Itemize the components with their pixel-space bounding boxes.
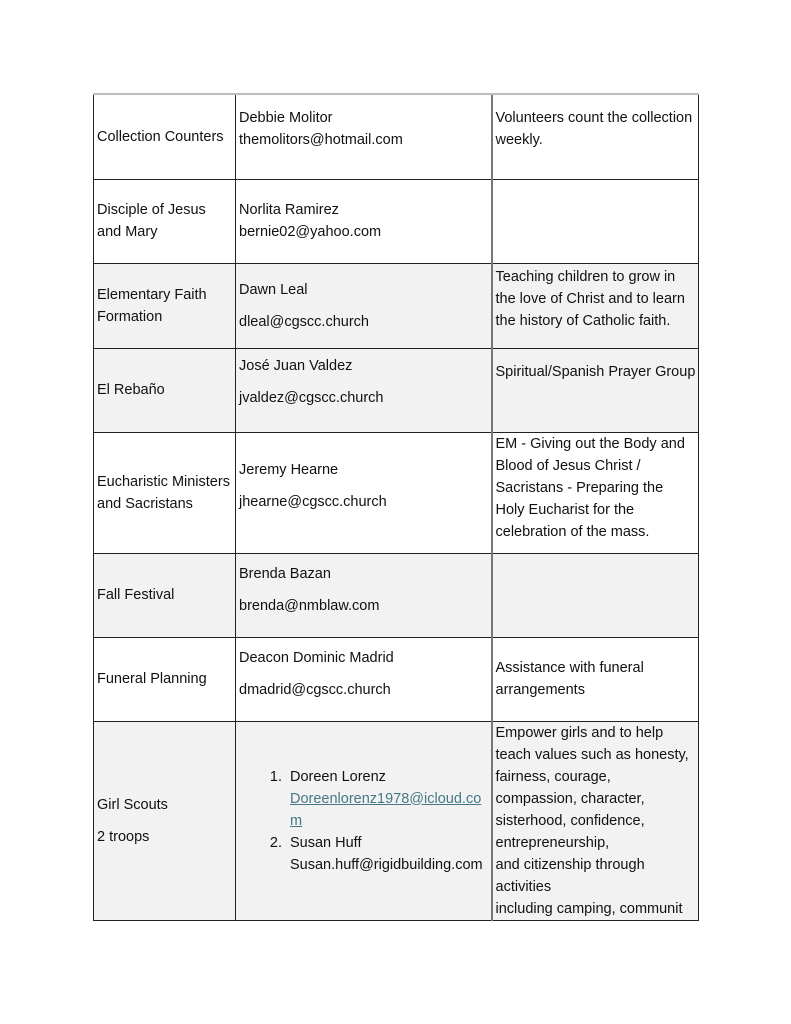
table-row [94,94,699,179]
description: EM - Giving out the Body and Blood of Jesus Christ / Sacristans - Preparing the Holy Eucharist for the celebration of the mass. [495,435,685,540]
ministry-name-cell [94,94,236,179]
table-row [94,179,699,263]
contact-email: brenda@nmblaw.com [239,597,380,614]
description-cell [492,432,699,553]
ministry-name-cell [94,721,236,920]
ministry-name: El Rebaño [97,382,165,398]
contact-cell [236,721,492,920]
contact-cell [236,432,492,553]
ministry-name-cell [94,553,236,637]
ministry-name: Girl Scouts [97,796,168,813]
leader-email-link[interactable]: Doreenlorenz1978@icloud.com [290,790,482,829]
contact-name: Brenda Bazan [239,565,331,582]
contact-email: jhearne@cgscc.church [239,493,387,510]
table-row [94,721,699,920]
contact-cell [236,553,492,637]
leader-item [286,766,489,832]
description-cell [492,179,699,263]
description: Spiritual/Spanish Prayer Group [495,363,696,380]
table-row [94,432,699,553]
contact-name: Dawn Leal [239,281,308,298]
ministry-name-cell [94,263,236,348]
contact-name: Jeremy Hearne [239,461,339,478]
description-cell [492,553,699,637]
description-cell [492,721,699,920]
table-row [94,263,699,348]
description-line: and citizenship through activities [495,856,645,895]
ministry-note: 2 troops [97,828,150,845]
contact-name: Debbie Molitor [239,110,333,126]
contact-cell [236,263,492,348]
ministry-name-cell [94,348,236,432]
ministry-name: Collection Counters [97,128,224,145]
contact-email: dleal@cgscc.church [239,313,369,330]
contact-name: Norlita Ramirez [239,202,339,218]
description-cell [492,94,699,179]
contact-email: bernie02@yahoo.com [239,224,382,240]
ministry-name-cell [94,637,236,721]
ministry-name: Eucharistic Ministers and Sacristans [97,473,230,512]
contact-cell [236,348,492,432]
description-cell [492,348,699,432]
contact-name: Deacon Dominic Madrid [239,649,394,666]
description-cell [492,637,699,721]
contact-cell [236,94,492,179]
ministry-name: Elementary Faith Formation [97,286,207,325]
leader-item [286,832,489,876]
table-row [94,553,699,637]
description: Volunteers count the collection weekly. [495,110,693,148]
table-row [94,637,699,721]
table-row [94,348,699,432]
contact-cell [236,637,492,721]
ministry-name-cell [94,179,236,263]
contact-email: themolitors@hotmail.com [239,132,403,148]
ministry-contacts-table [93,93,699,921]
leader-name: 2. Susan Huff [290,834,362,851]
ministry-name: Funeral Planning [97,671,207,687]
description-cell [492,263,699,348]
leaders-list [239,766,489,876]
contact-email: dmadrid@cgscc.church [239,681,391,698]
description: Teaching children to grow in the love of Christ and to learn the history of Catholic faith. [495,268,685,329]
description-line: Empower girls and to help teach values such as honesty, fairness, courage, compassion, character, sisterhood, confidence, entrepreneurship, [495,724,689,851]
contact-cell [236,179,492,263]
leader-email: Susan.huff@rigidbuilding.com [290,856,483,873]
ministry-name: Disciple of Jesus and Mary [97,202,206,240]
contact-email: jvaldez@cgscc.church [239,389,384,406]
ministry-name: Fall Festival [97,587,175,603]
leader-name: 1. Doreen Lorenz [290,768,386,785]
ministry-name-cell [94,432,236,553]
description-line: including camping, communit [495,900,683,917]
description: Assistance with funeral arrangements [495,660,644,698]
contact-name: José Juan Valdez [239,357,353,374]
